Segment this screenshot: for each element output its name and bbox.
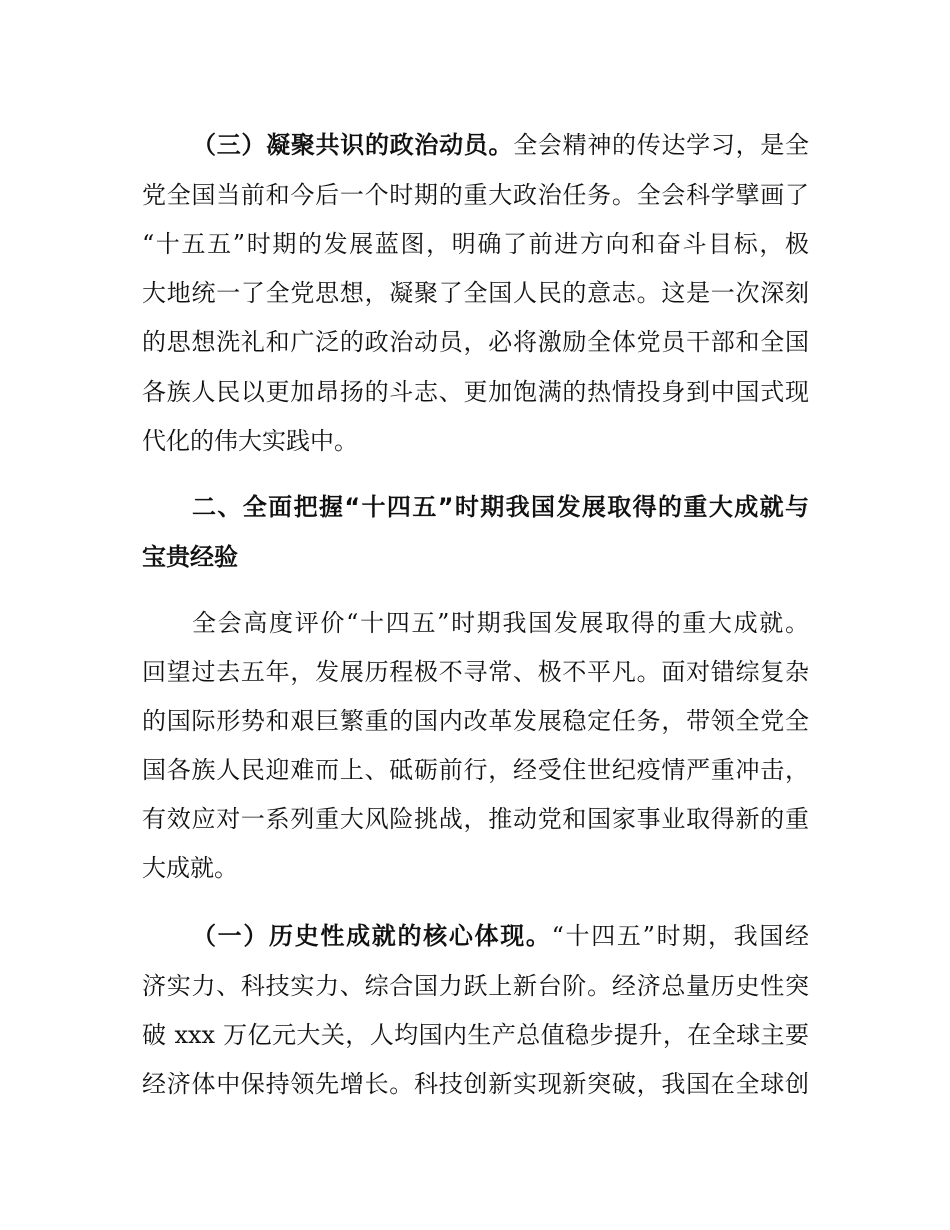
paragraph-1-line: 代化的伟大实践中。 — [142, 427, 358, 455]
paragraph-1-line-1 — [192, 130, 809, 160]
paragraph-2-line: 的国际形势和艰巨繁重的国内改革发展稳定任务，带领全党全 — [142, 707, 809, 735]
paragraph-2-line: 全会高度评价“十四五”时期我国发展取得的重大成就。 — [192, 609, 809, 637]
section-heading-cont: 宝贵经验 — [142, 543, 238, 571]
paragraph-3-lead: （一）历史性成就的核心体现。 — [192, 922, 552, 950]
paragraph-2-line: 大成就。 — [142, 854, 238, 882]
paragraph-3-text: “十四五”时期，我国经 — [551, 922, 810, 950]
paragraph-3-line: 破 xxx 万亿元大关，人均国内生产总值稳步提升，在全球主要 — [142, 1021, 809, 1049]
section-heading: 二、全面把握“十四五”时期我国发展取得的重大成就与 — [192, 493, 809, 521]
paragraph-1-line: 大地统一了全党思想，凝聚了全国人民的意志。这是一次深刻 — [142, 279, 809, 307]
paragraph-3-line: 经济体中保持领先增长。科技创新实现新突破，我国在全球创 — [142, 1070, 809, 1098]
paragraph-3-line-1 — [192, 921, 809, 951]
paragraph-2-line: 回望过去五年，发展历程极不寻常、极不平凡。面对错综复杂 — [142, 658, 809, 686]
paragraph-1-line: 的思想洗礼和广泛的政治动员，必将激励全体党员干部和全国 — [142, 328, 809, 356]
paragraph-1-line: 各族人民以更加昂扬的斗志、更加饱满的热情投身到中国式现 — [142, 378, 809, 406]
paragraph-1-lead: （三）凝聚共识的政治动员。 — [192, 131, 514, 159]
paragraph-1-line: 党全国当前和今后一个时期的重大政治任务。全会科学擘画了 — [142, 181, 809, 209]
paragraph-2-line: 国各族人民迎难而上、砥砺前行，经受住世纪疫情严重冲击， — [142, 756, 809, 784]
paragraph-1-line: “十五五”时期的发展蓝图，明确了前进方向和奋斗目标，极 — [142, 230, 809, 258]
paragraph-1-text: 全会精神的传达学习，是全 — [513, 131, 810, 159]
paragraph-2-line: 有效应对一系列重大风险挑战，推动党和国家事业取得新的重 — [142, 805, 809, 833]
paragraph-3-line: 济实力、科技实力、综合国力跃上新台阶。经济总量历史性突 — [142, 972, 809, 1000]
